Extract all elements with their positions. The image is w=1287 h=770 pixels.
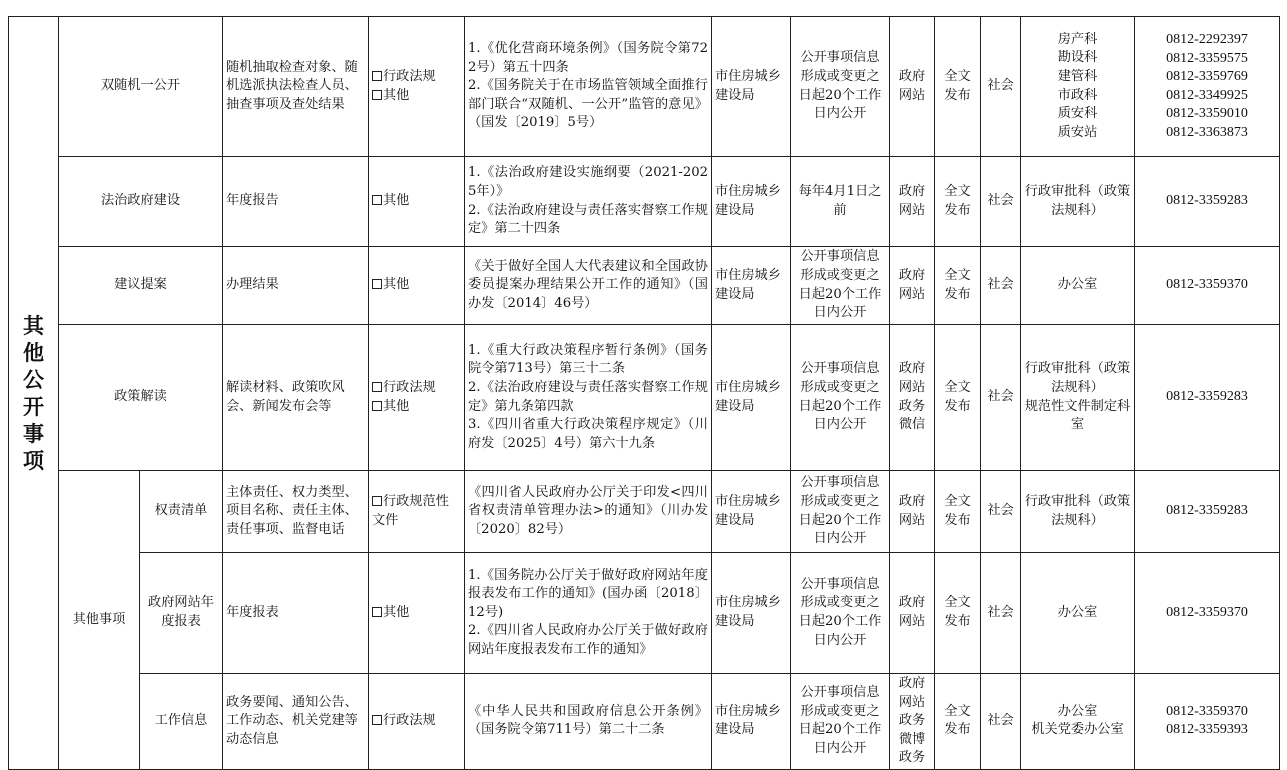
- disclosure-basis: [465, 247, 712, 325]
- phone-number: 0812-2292397: [1166, 32, 1248, 47]
- phone-number: 0812-3359370: [1166, 703, 1248, 719]
- basis-entry: 《关于做好全国人大代表建议和全国政协委员提案办理结果公开工作的通知》（国办发〔2014〕46号）: [468, 258, 708, 311]
- basis-type-option: [372, 276, 461, 295]
- dept-name: 办公室: [1057, 703, 1098, 719]
- phone-number: 0812-3349925: [1166, 87, 1248, 103]
- other-items-group: 其他事项: [59, 471, 140, 770]
- phone-number: 0812-3359769: [1166, 69, 1248, 84]
- disclosure-timing: 公开事项信息形成或变更之日起20个工作日内公开: [791, 247, 890, 325]
- checkbox-icon: [372, 401, 382, 411]
- disclosure-scope: 全文发布: [935, 17, 981, 157]
- checkbox-icon: [372, 71, 382, 81]
- basis-type-option: [372, 712, 461, 731]
- phone-number: 0812-3363873: [1166, 124, 1248, 140]
- basis-type-option: [372, 192, 461, 211]
- checkbox-icon: [372, 382, 382, 392]
- disclosure-audience: 社会: [981, 674, 1021, 770]
- section-title-char: 项: [23, 447, 44, 473]
- contact-phone: [1135, 247, 1280, 325]
- disclosure-audience: 社会: [981, 17, 1021, 157]
- disclosure-audience: 社会: [981, 325, 1021, 471]
- table-row: [9, 17, 1280, 157]
- disclosure-subitem: 权责清单: [140, 471, 223, 553]
- basis-type-cell: [369, 157, 465, 247]
- contact-phone: [1135, 471, 1280, 553]
- basis-type-cell: [369, 674, 465, 770]
- disclosure-timing: 公开事项信息形成或变更之日起20个工作日内公开: [791, 553, 890, 674]
- disclosure-channel: 政府网站: [890, 157, 935, 247]
- responsible-dept: [1021, 247, 1135, 325]
- table-row: [9, 247, 1280, 325]
- responsible-dept: [1021, 157, 1135, 247]
- basis-type-label: 其他: [383, 604, 410, 620]
- basis-type-cell: [369, 17, 465, 157]
- basis-entry: 1.《重大行政决策程序暂行条例》（国务院令第713号）第三十二条: [468, 342, 708, 377]
- disclosure-content: 年度报告: [223, 157, 369, 247]
- basis-entry: 2.《法治政府建设与责任落实督察工作规定》第二十四条: [468, 202, 708, 237]
- disclosure-channel: 政府网站: [890, 471, 935, 553]
- phone-number: 0812-3359575: [1166, 50, 1248, 66]
- phone-number: 0812-3359393: [1166, 722, 1248, 738]
- table-row: [9, 674, 1280, 770]
- section-title-char: 公: [23, 366, 44, 392]
- checkbox-icon: [372, 279, 382, 289]
- basis-type-label: 其他: [383, 87, 410, 103]
- basis-type-cell: [369, 553, 465, 674]
- dept-name: 房产科: [1057, 31, 1098, 47]
- section-title-char: 其: [23, 312, 44, 338]
- disclosure-scope: 全文发布: [935, 157, 981, 247]
- disclosure-channel: 政府网站: [890, 17, 935, 157]
- disclosure-audience: 社会: [981, 157, 1021, 247]
- disclosure-basis: [465, 157, 712, 247]
- disclosure-content: 政务要闻、通知公告、工作动态、机关党建等动态信息: [223, 674, 369, 770]
- basis-entry: 1.《国务院办公厅关于做好政府网站年度报表发布工作的通知》(国办函〔2018〕12号): [468, 567, 708, 620]
- dept-name: 勘设科: [1057, 50, 1098, 66]
- disclosure-basis: [465, 17, 712, 157]
- disclosure-item: 双随机一公开: [59, 17, 223, 157]
- phone-number: 0812-3359370: [1166, 277, 1248, 293]
- checkbox-icon: [372, 607, 382, 617]
- dept-name: 办公室: [1057, 277, 1098, 293]
- basis-type-label: 行政规范性文件: [372, 493, 449, 528]
- basis-type-option: [372, 604, 461, 623]
- disclosure-subitem: 工作信息: [140, 674, 223, 770]
- dept-name: 行政审批科（政策法规科）: [1024, 361, 1131, 395]
- section-title: [9, 17, 59, 770]
- dept-name: 质安科: [1057, 106, 1098, 122]
- disclosure-content: 主体责任、权力类型、项目名称、责任主体、责任事项、监督电话: [223, 471, 369, 553]
- basis-type-cell: [369, 247, 465, 325]
- basis-entry: 《中华人民共和国政府信息公开条例》（国务院令第711号）第二十二条: [468, 703, 708, 738]
- disclosure-basis: [465, 674, 712, 770]
- disclosure-scope: 全文发布: [935, 553, 981, 674]
- contact-phone: [1135, 674, 1280, 770]
- disclosure-content: 随机抽取检查对象、随机选派执法检查人员、抽查事项及查处结果: [223, 17, 369, 157]
- disclosure-timing: 公开事项信息形成或变更之日起20个工作日内公开: [791, 325, 890, 471]
- dept-name: 行政审批科（政策法规科）: [1024, 183, 1131, 218]
- disclosure-timing: 公开事项信息形成或变更之日起20个工作日内公开: [791, 471, 890, 553]
- disclosure-channel: 政府网站政务微博政务: [890, 674, 935, 770]
- disclosure-scope: 全文发布: [935, 325, 981, 471]
- basis-type-option: [372, 398, 461, 417]
- dept-name: 建管科: [1057, 68, 1098, 84]
- disclosure-timing: 每年4月1日之前: [791, 157, 890, 247]
- basis-entry: 1.《法治政府建设实施纲要（2021-2025年）》: [468, 165, 708, 199]
- basis-type-label: 其他: [383, 277, 410, 293]
- dept-name: 规范性文件制定科室: [1024, 398, 1131, 433]
- dept-name: 行政审批科（政策法规科）: [1024, 493, 1131, 528]
- basis-type-option: [372, 493, 461, 530]
- disclosure-content: 解读材料、政策吹风会、新闻发布会等: [223, 325, 369, 471]
- basis-type-label: 其他: [383, 193, 410, 209]
- dept-name: 办公室: [1057, 604, 1098, 620]
- disclosure-timing: 公开事项信息形成或变更之日起20个工作日内公开: [791, 674, 890, 770]
- basis-type-label: 其他: [383, 398, 410, 414]
- disclosure-item: 政策解读: [59, 325, 223, 471]
- basis-entry: 2.《法治政府建设与责任落实督察工作规定》第九条第四款: [468, 379, 708, 414]
- checkbox-icon: [372, 195, 382, 205]
- dept-name: 市政科: [1057, 87, 1098, 103]
- section-title-char: 事: [23, 420, 44, 446]
- responsible-dept: [1021, 553, 1135, 674]
- disclosure-subitem: 政府网站年度报表: [140, 553, 223, 674]
- phone-number: 0812-3359283: [1166, 389, 1248, 405]
- disclosure-item: 建议提案: [59, 247, 223, 325]
- table-row: [9, 553, 1280, 674]
- basis-type-option: [372, 379, 461, 398]
- responsible-dept: [1021, 674, 1135, 770]
- basis-type-cell: [369, 471, 465, 553]
- contact-phone: [1135, 17, 1280, 157]
- basis-entry: 2.《国务院关于在市场监管领域全面推行部门联合“双随机、一公开”监管的意见》（国发〔2019〕5号）: [468, 78, 708, 131]
- basis-type-option: [372, 87, 461, 106]
- disclosure-channel: 政府网站: [890, 247, 935, 325]
- basis-type-label: 行政法规: [383, 68, 436, 84]
- contact-phone: [1135, 157, 1280, 247]
- basis-entry: 1.《优化营商环境条例》（国务院令第722号）第五十四条: [468, 41, 708, 75]
- section-title-char: 开: [23, 393, 44, 419]
- phone-number: 0812-3359010: [1166, 106, 1248, 121]
- disclosure-basis: [465, 471, 712, 553]
- disclosure-subject: 市住房城乡建设局: [712, 247, 791, 325]
- disclosure-basis: [465, 325, 712, 471]
- dept-name: 质安站: [1057, 124, 1098, 140]
- checkbox-icon: [372, 715, 382, 725]
- basis-entry: 《四川省人民政府办公厅关于印发<四川省权责清单管理办法>的通知》（川办发〔2020〕82号）: [468, 484, 708, 537]
- disclosure-subject: 市住房城乡建设局: [712, 674, 791, 770]
- disclosure-audience: 社会: [981, 247, 1021, 325]
- disclosure-channel: 政府网站政务微信: [890, 325, 935, 471]
- basis-type-cell: [369, 325, 465, 471]
- basis-entry: 2.《四川省人民政府办公厅关于做好政府网站年度报表发布工作的通知》: [468, 623, 708, 657]
- disclosure-scope: 全文发布: [935, 674, 981, 770]
- disclosure-subject: 市住房城乡建设局: [712, 157, 791, 247]
- basis-type-label: 行政法规: [383, 713, 436, 729]
- disclosure-timing: 公开事项信息形成或变更之日起20个工作日内公开: [791, 17, 890, 157]
- disclosure-scope: 全文发布: [935, 471, 981, 553]
- responsible-dept: [1021, 325, 1135, 471]
- phone-number: 0812-3359283: [1166, 503, 1248, 519]
- responsible-dept: [1021, 471, 1135, 553]
- disclosure-subject: 市住房城乡建设局: [712, 17, 791, 157]
- disclosure-channel: 政府网站: [890, 553, 935, 674]
- contact-phone: [1135, 553, 1280, 674]
- disclosure-item: 法治政府建设: [59, 157, 223, 247]
- disclosure-scope: 全文发布: [935, 247, 981, 325]
- basis-type-option: [372, 68, 461, 87]
- contact-phone: [1135, 325, 1280, 471]
- disclosure-audience: 社会: [981, 471, 1021, 553]
- disclosure-subject: 市住房城乡建设局: [712, 471, 791, 553]
- disclosure-subject: 市住房城乡建设局: [712, 325, 791, 471]
- table-row: [9, 471, 1280, 553]
- basis-type-label: 行政法规: [383, 379, 436, 395]
- disclosure-content: 办理结果: [223, 247, 369, 325]
- disclosure-audience: 社会: [981, 553, 1021, 674]
- table-row: [9, 157, 1280, 247]
- table-row: [9, 325, 1280, 471]
- disclosure-basis: [465, 553, 712, 674]
- section-title-char: 他: [23, 339, 44, 365]
- checkbox-icon: [372, 90, 382, 100]
- dept-name: 机关党委办公室: [1031, 722, 1124, 738]
- disclosure-content: 年度报表: [223, 553, 369, 674]
- phone-number: 0812-3359283: [1166, 193, 1248, 209]
- basis-entry: 3.《四川省重大行政决策程序规定》（川府发〔2025〕4号）第六十九条: [468, 417, 708, 451]
- disclosure-table: [8, 16, 1280, 770]
- disclosure-subject: 市住房城乡建设局: [712, 553, 791, 674]
- responsible-dept: [1021, 17, 1135, 157]
- checkbox-icon: [372, 496, 382, 506]
- phone-number: 0812-3359370: [1166, 604, 1248, 620]
